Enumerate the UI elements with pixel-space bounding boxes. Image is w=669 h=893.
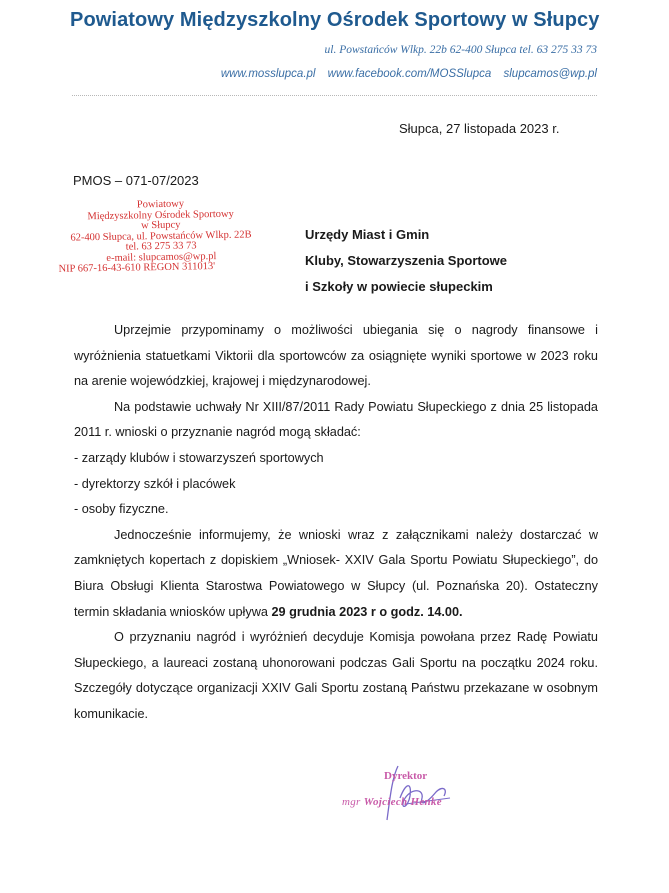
email-link[interactable]: slupcamos@wp.pl xyxy=(503,68,597,80)
reference-number: PMOS – 071-07/2023 xyxy=(73,173,199,188)
body-paragraph: Uprzejmie przypominamy o możliwości ubiegania się o nagrody finansowe i wyróżnienia statuetkami Viktorii dla sportowców za osiągnięte wyniki sportowe w 2023 roku na arenie wojewódzkiej, krajowej i międzynarodowej. xyxy=(74,323,598,389)
list-item: - dyrektorzy szkół i placówek xyxy=(74,476,236,491)
list-item: - zarządy klubów i stowarzyszeń sportowych xyxy=(74,450,324,465)
letter-date: Słupca, 27 listopada 2023 r. xyxy=(399,121,560,136)
stamp-line: NIP 667-16-43-610 REGON 311013' xyxy=(58,261,216,275)
header-divider xyxy=(72,95,597,96)
addressee-block xyxy=(305,222,507,300)
letter-body xyxy=(74,318,598,728)
institution-address: ul. Powstańców Wlkp. 22b 62-400 Słupca tel. 63 275 33 73 xyxy=(324,44,597,56)
stamp-line: Powiatowy xyxy=(136,198,185,211)
addressee-line: Urzędy Miast i Gmin xyxy=(305,227,430,242)
signature-block xyxy=(340,758,490,838)
signatory-role: Dyrektor xyxy=(384,770,428,782)
body-paragraph: O przyznaniu nagród i wyróżnień decyduje Komisja powołana przez Radę Powiatu Słupeckiego, a laureaci zostaną uhonorowani podczas Gali Sportu na początku 2024 roku. Szczegóły dotyczące organizacji XXIV Gali Sportu zostaną Państwu przekazane w osobnym komunikacie. xyxy=(74,630,598,721)
facebook-link[interactable]: www.facebook.com/MOSSlupca xyxy=(327,68,492,80)
institution-name: Powiatowy Międzyszkolny Ośrodek Sportowy w Słupcy xyxy=(70,9,600,31)
name-text: Wojciech Henke xyxy=(363,796,442,808)
signatory-name xyxy=(342,796,442,808)
website-link[interactable]: www.mosslupca.pl xyxy=(220,68,316,80)
stamp-line: 62-400 Słupca, ul. Powstańców Wlkp. 22B xyxy=(70,228,252,244)
addressee-line: Kluby, Stowarzyszenia Sportowe xyxy=(305,253,508,268)
stamp-line: Międzyszkolny Ośrodek Sportowy xyxy=(87,208,234,222)
deadline-text: 29 grudnia 2023 r o godz. 14.00. xyxy=(271,604,463,619)
body-paragraph xyxy=(74,523,598,625)
stamp-line: e-mail: slupcamos@wp.pl xyxy=(106,250,217,264)
institution-stamp xyxy=(55,198,266,275)
institution-contacts xyxy=(212,68,597,80)
list-item: - osoby fizyczne. xyxy=(74,502,169,517)
name-prefix: mgr xyxy=(342,796,364,808)
paragraph-text: Jednocześnie informujemy, że wnioski wraz z załącznikami należy dostarczać w zamkniętych kopertach z dopiskiem „Wniosek- XXIV Gala Sportu Powiatu Słupeckiego”, do Biura Obsługi Klienta Starostwa Powiatowego w Słupcy (ul. Poznańska 20). Ostateczny termin składania wniosków upływa xyxy=(74,527,598,619)
stamp-line: tel. 63 275 33 73 xyxy=(125,240,197,253)
stamp-line: w Słupcy xyxy=(141,219,181,232)
addressee-line: i Szkoły w powiecie słupeckim xyxy=(305,279,493,294)
body-paragraph: Na podstawie uchwały Nr XIII/87/2011 Rady Powiatu Słupeckiego z dnia 25 listopada 2011 r. wnioski o przyznanie nagród mogą składać: xyxy=(74,399,598,440)
